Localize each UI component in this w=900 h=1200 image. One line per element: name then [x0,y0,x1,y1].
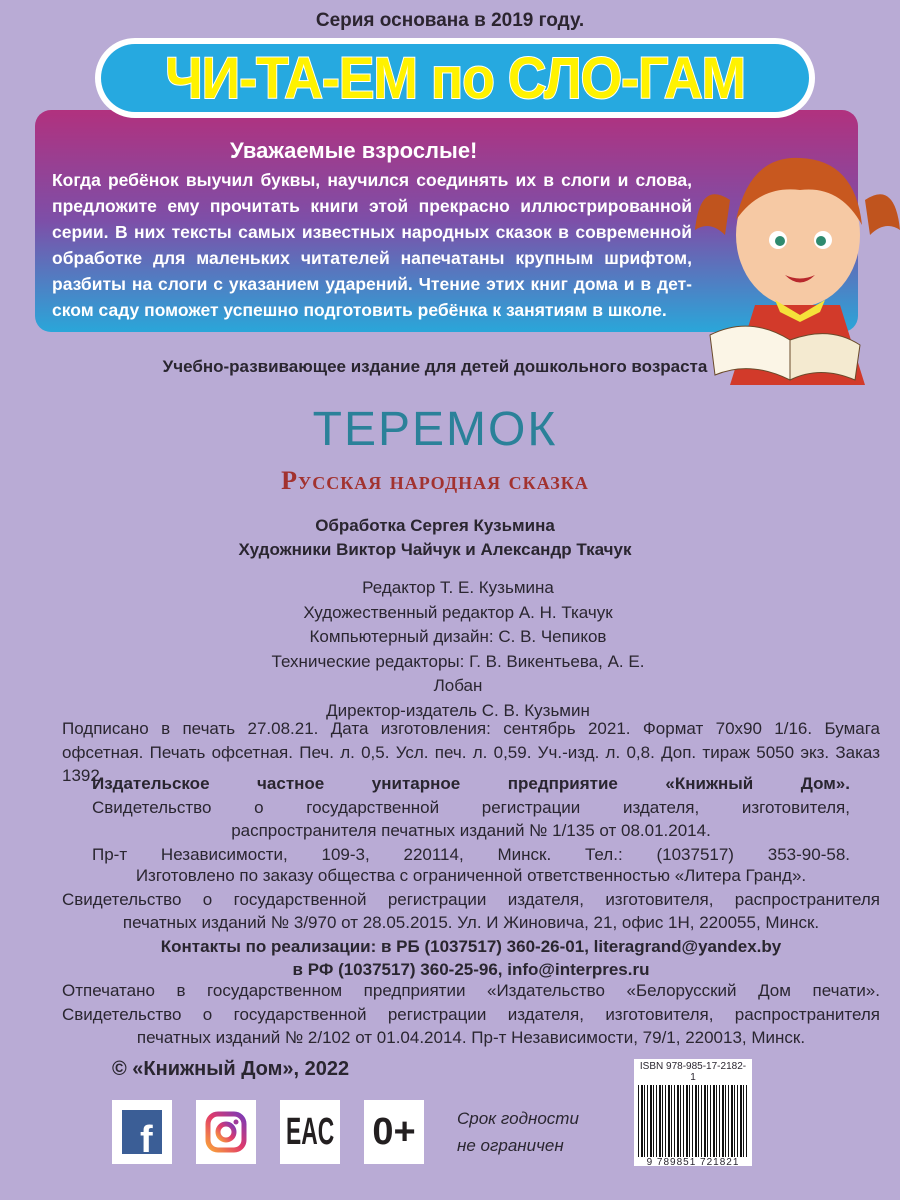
credit-line: Директор-издатель С. В. Кузьмин [326,700,590,720]
expiry-line: не ограничен [457,1136,564,1155]
series-title-banner [95,38,815,118]
manufacturer-line: печатных изданий № 3/970 от 28.05.2015. Ул. И Жиновича, 21, офис 1Н, 220055, Минск. [122,913,820,932]
printer-line: печатных изданий № 2/102 от 01.04.2014. Пр-т Независимости, 79/1, 220013, Минск. [136,1028,806,1047]
expiry-line: Срок годности [457,1109,579,1128]
box-line: предложите ему прочитать книги этой прекрасно иллюстрированной [52,196,692,216]
box-line: обработке для маленьких читателей напечатаны крупным шрифтом, [52,248,692,268]
facebook-icon [112,1100,172,1164]
series-note: Серия основана в 2019 году. [315,10,585,31]
instagram-icon [196,1100,256,1164]
publisher-info [92,772,850,866]
box-line: ском саду поможет успешно подготовить ребёнка к занятиям в школе. [52,300,667,320]
svg-text:f: f [140,1119,153,1154]
print-info-line: Подписано в печать 27.08.21. Дата изготовления: сентябрь 2021. Формат 70х90 1/16. Бумага [62,719,880,738]
publisher-line: распространителя печатных изданий № 1/135 от 08.01.2014. [231,821,711,840]
manufacturer-line: Контакты по реализации: в РБ (1037517) 360-26-01, literagrand@yandex.by [160,936,782,956]
expiry-note [457,1105,579,1159]
eac-icon [280,1100,340,1164]
publisher-line: Издательское частное унитарное предприятие «Книжный Дом». [92,774,850,793]
credits-main [0,514,900,562]
credit-line: Компьютерный дизайн: С. В. Чепиков [309,627,607,646]
edition-type: Учебно-развивающее издание для детей дошкольного возраста [162,357,708,376]
age-rating-icon [364,1100,424,1164]
adults-box-title: Уважаемые взрослые! [230,138,478,163]
girl-reading-illustration [690,140,900,385]
series-title: ЧИ-ТА-ЕМ по СЛО-ГАМ [164,45,745,111]
adults-box-text [52,167,692,323]
box-line: разбиты на слоги с указанием ударений. Чтение этих книг дома и в дет- [52,274,692,294]
manufacturer-info [62,864,880,982]
credit-line: Технические редакторы: Г. В. Викентьева, А. Е. Лобан [271,651,645,695]
illustrators-credit: Художники Виктор Чайчук и Александр Ткачук [238,540,632,559]
age-rating: 0+ [372,1110,416,1153]
barcode-digits: 9 789851 721821 [646,1157,740,1168]
print-info-line: офсетная. Печать офсетная. Печ. л. 0,5. Усл. печ. л. 0,59. Уч.-изд. л. 0,8. Доп. тираж 5050 экз. Заказ 1392. [62,742,880,785]
copyright: © «Книжный Дом», 2022 [112,1058,350,1080]
printer-line: Свидетельство о государственной регистрации издателя, изготовителя, распространителя [62,1004,880,1024]
isbn: ISBN 978-985-17-2182-1 [639,1061,747,1083]
book-subtitle: Русская народная сказка [281,466,589,495]
manufacturer-line: в РФ (1037517) 360-25-96, info@interpres.ru [292,960,650,979]
printer-line: Отпечатано в государственном предприятии «Издательство «Белорусский Дом печати». [62,981,880,1000]
isbn-barcode [634,1059,752,1166]
eac-mark: EAC [285,1110,335,1153]
credit-line: Редактор Т. Е. Кузьмина [362,578,554,597]
publisher-line: Свидетельство о государственной регистрации издателя, изготовителя, [92,797,850,817]
manufacturer-line: Изготовлено по заказу общества с ограниченной ответственностью «Литера Гранд». [135,866,807,885]
printer-info [62,979,880,1050]
barcode-bars [638,1085,748,1157]
manufacturer-line: Свидетельство о государственной регистрации издателя, изготовителя, распространителя [62,889,880,909]
box-line: Когда ребёнок выучил буквы, научился соединять их в слоги и слова, [52,170,692,190]
credit-line: Художественный редактор А. Н. Ткачук [303,602,613,622]
box-line: серии. В них тексты самых известных народных сказок в современной [52,222,692,242]
adaptation-credit: Обработка Сергея Кузьмина [315,516,555,535]
publisher-line: Пр-т Независимости, 109-3, 220114, Минск. Тел.: (1037517) 353-90-58. [92,844,850,864]
book-title: ТЕРЕМОК [312,403,558,456]
credits-staff [258,576,658,723]
